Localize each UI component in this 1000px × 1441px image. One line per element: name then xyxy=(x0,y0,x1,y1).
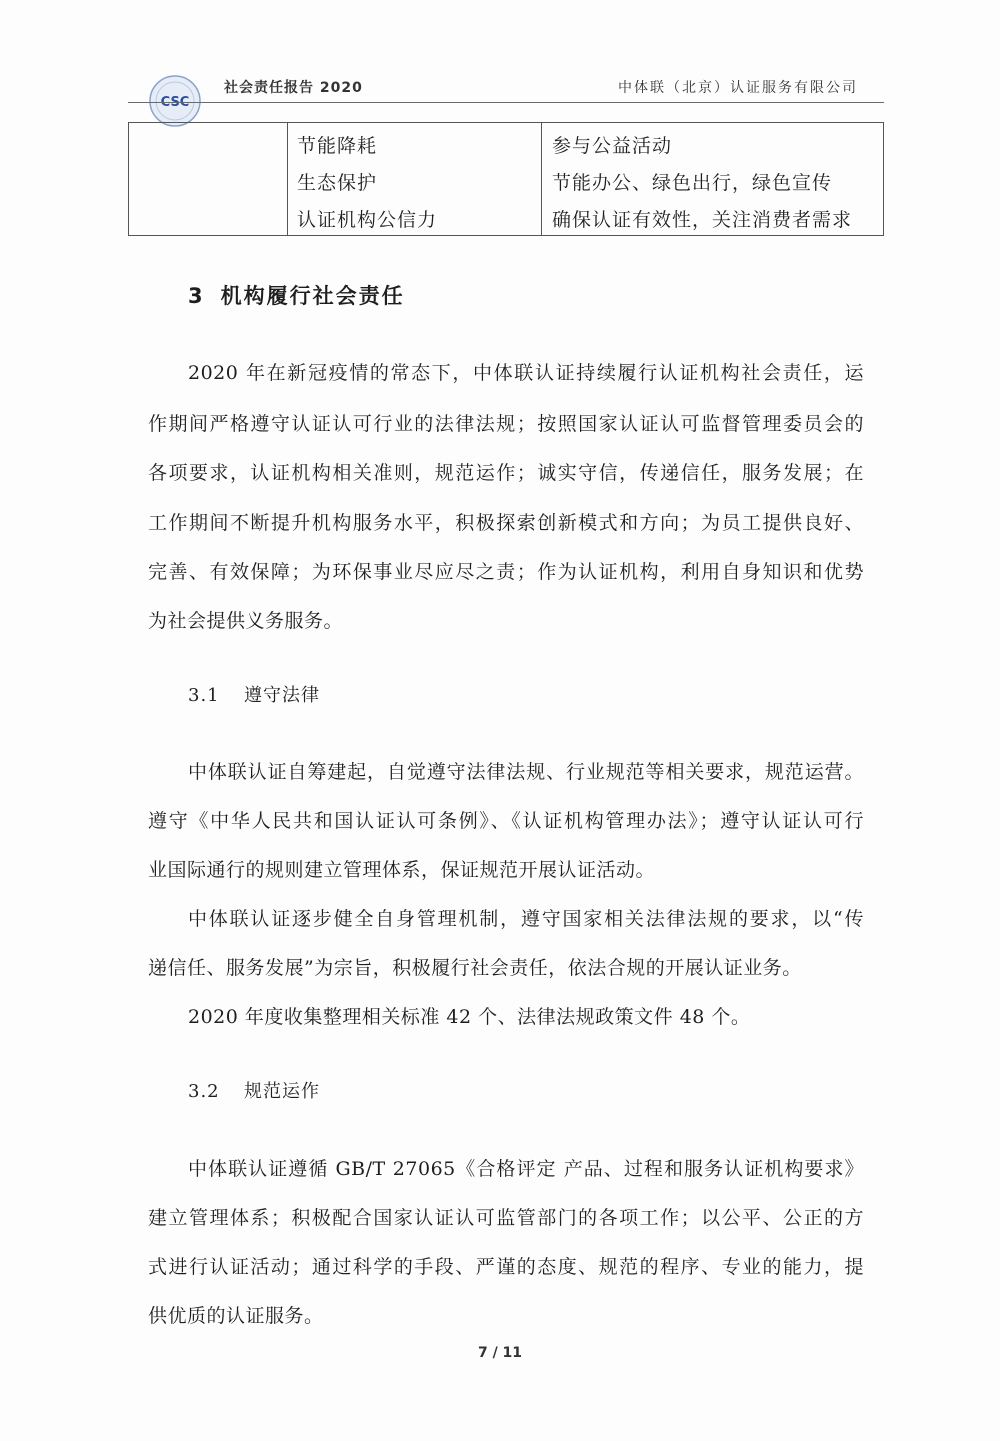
report-title: 社会责任报告 2020 xyxy=(224,80,363,96)
page-number: 7 / 11 xyxy=(477,1345,523,1361)
paragraph-line: 2020 年度收集整理相关标准 42 个、法律法规政策文件 48 个。 xyxy=(188,1006,751,1028)
section-heading xyxy=(188,280,405,310)
paragraph-line: 式进行认证活动；通过科学的手段、严谨的态度、规范的程序、专业的能力，提 xyxy=(148,1256,864,1278)
paragraph-line: 作期间严格遵守认证认可行业的法律法规；按照国家认证认可监督管理委员会的 xyxy=(148,413,864,435)
subsection-heading xyxy=(188,1077,320,1103)
table-column-divider xyxy=(287,123,288,235)
paragraph-line: 2020 年在新冠疫情的常态下，中体联认证持续履行认证机构社会责任，运 xyxy=(188,362,864,384)
logo-text: CSC xyxy=(160,95,190,110)
paragraph-line: 完善、有效保障；为环保事业尽应尽之责；作为认证机构，利用自身知识和优势 xyxy=(148,561,864,583)
section-title: 机构履行社会责任 xyxy=(220,284,405,308)
table-cell: 参与公益活动 xyxy=(552,135,673,157)
table-column-divider xyxy=(541,123,542,235)
table-cell: 节能办公、绿色出行，绿色宣传 xyxy=(552,172,833,194)
subsection-title: 遵守法律 xyxy=(244,685,320,706)
subsection-number: 3.1 xyxy=(188,685,220,706)
paragraph-line: 各项要求，认证机构相关准则，规范运作；诚实守信，传递信任，服务发展；在 xyxy=(148,462,864,484)
paragraph-line: 中体联认证逐步健全自身管理机制，遵守国家相关法律法规的要求，以“传 xyxy=(188,908,864,930)
paragraph-line: 工作期间不断提升机构服务水平，积极探索创新模式和方向；为员工提供良好、 xyxy=(148,512,864,534)
subsection-number: 3.2 xyxy=(188,1081,220,1102)
table-cell: 节能降耗 xyxy=(297,135,378,157)
company-name: 中体联（北京）认证服务有限公司 xyxy=(618,80,858,96)
paragraph-line: 中体联认证遵循 GB/T 27065《合格评定 产品、过程和服务认证机构要求》 xyxy=(188,1158,864,1180)
subsection-heading xyxy=(188,681,320,707)
section-number: 3 xyxy=(188,284,205,308)
paragraph-line: 建立管理体系；积极配合国家认证认可监管部门的各项工作；以公平、公正的方 xyxy=(148,1207,864,1229)
table-cell: 生态保护 xyxy=(297,172,378,194)
paragraph-line: 中体联认证自筹建起，自觉遵守法律法规、行业规范等相关要求，规范运营。 xyxy=(188,761,864,783)
paragraph-line: 为社会提供义务服务。 xyxy=(148,610,344,632)
csc-logo xyxy=(148,74,202,128)
header-divider xyxy=(128,102,884,103)
paragraph-line: 业国际通行的规则建立管理体系，保证规范开展认证活动。 xyxy=(148,859,656,881)
paragraph-line: 供优质的认证服务。 xyxy=(148,1305,324,1327)
paragraph-line: 递信任、服务发展”为宗旨，积极履行社会责任，依法合规的开展认证业务。 xyxy=(148,957,802,979)
table-cell: 确保认证有效性，关注消费者需求 xyxy=(552,209,853,231)
subsection-title: 规范运作 xyxy=(244,1081,320,1102)
table-cell: 认证机构公信力 xyxy=(297,209,438,231)
responsibility-table xyxy=(128,122,884,236)
paragraph-line: 遵守《中华人民共和国认证认可条例》、《认证机构管理办法》；遵守认证认可行 xyxy=(148,810,864,832)
